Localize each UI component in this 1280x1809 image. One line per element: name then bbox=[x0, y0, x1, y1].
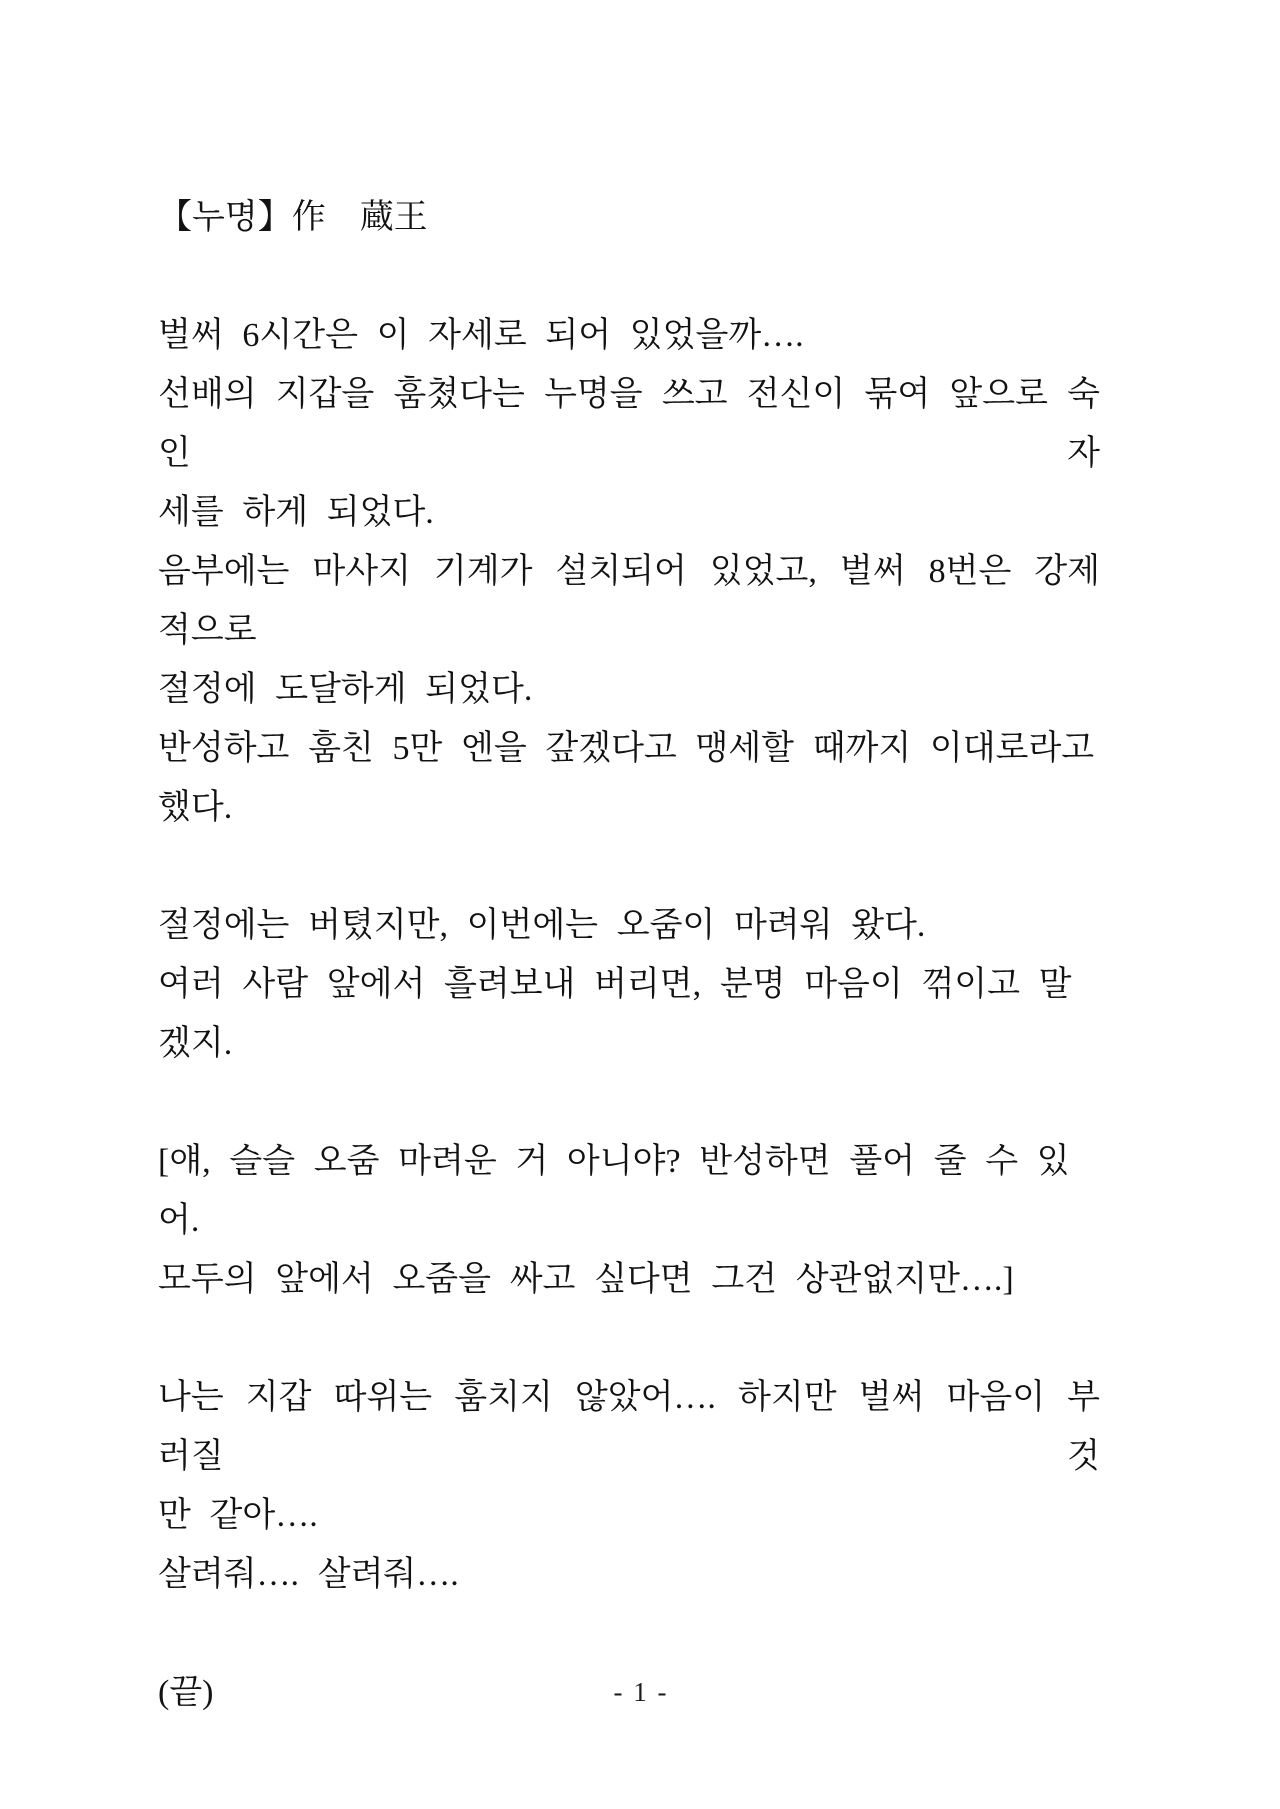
text-line: 만 같아…. bbox=[158, 1497, 318, 1534]
text-line: 음부에는 마사지 기계가 설치되어 있었고, 벌써 8번은 강제적으로 bbox=[158, 553, 1100, 649]
text-line: 절정에는 버텼지만, 이번에는 오줌이 마려워 왔다. bbox=[158, 907, 926, 944]
text-line: 절정에 도달하게 되었다. bbox=[158, 671, 533, 708]
paragraph-1 bbox=[158, 306, 1100, 837]
text-line: 나는 지갑 따위는 훔치지 않았어…. 하지만 벌써 마음이 부러질 것 bbox=[158, 1379, 1100, 1475]
text-line: 반성하고 훔친 5만 엔을 갚겠다고 맹세할 때까지 이대로라고 했다. bbox=[158, 730, 1095, 826]
paragraph-3 bbox=[158, 1132, 1100, 1309]
text-line: 살려줘…. 살려줘…. bbox=[158, 1556, 459, 1593]
text-line: [얘, 슬슬 오줌 마려운 거 아니야? 반성하면 풀어 줄 수 있어. bbox=[158, 1143, 1070, 1239]
document-title: 【누명】作 蔵王 bbox=[158, 199, 428, 236]
paragraph-4 bbox=[158, 1368, 1100, 1604]
ending-mark: (끝) bbox=[158, 1674, 214, 1711]
text-line: 여러 사람 앞에서 흘려보내 버리면, 분명 마음이 꺾이고 말겠지. bbox=[158, 966, 1072, 1062]
text-line: 선배의 지갑을 훔쳤다는 누명을 쓰고 전신이 묶여 앞으로 숙인 자 bbox=[158, 376, 1100, 472]
text-line: 모두의 앞에서 오줌을 싸고 싶다면 그건 상관없지만….] bbox=[158, 1261, 1014, 1298]
page-number: - 1 - bbox=[613, 1677, 667, 1707]
text-line: 벌써 6시간은 이 자세로 되어 있었을까…. bbox=[158, 317, 804, 354]
text-line: 세를 하게 되었다. bbox=[158, 494, 434, 531]
paragraph-2 bbox=[158, 896, 1100, 1073]
